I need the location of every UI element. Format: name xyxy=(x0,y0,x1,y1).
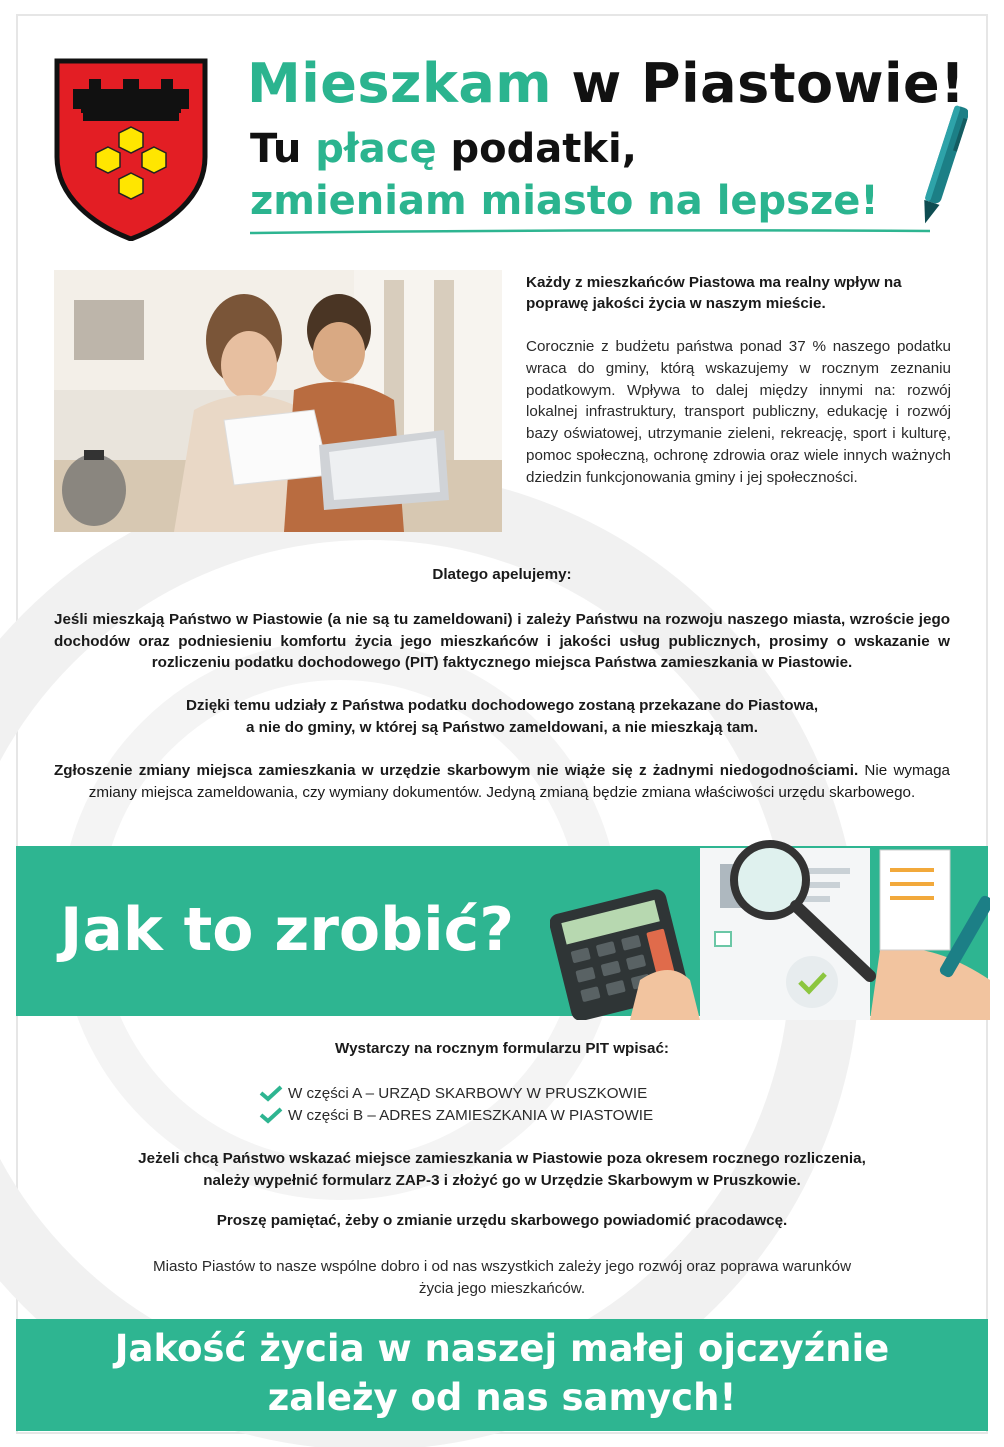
closing-note-line-1: Miasto Piastów to nasze wspólne dobro i od nas wszystkich zależy jego rozwój oraz poprawa warunków xyxy=(152,1258,852,1275)
subtitle-part-c: podatki, xyxy=(436,126,637,172)
subtitle-line-2: zmieniam miasto na lepsze! xyxy=(250,178,879,224)
checklist-item xyxy=(258,1104,653,1126)
crest-icon xyxy=(53,57,209,241)
checklist-item-label: W części A – URZĄD SKARBOWY W PRUSZKOWIE xyxy=(288,1084,648,1102)
footer-slogan xyxy=(16,1324,988,1422)
intro-body: Corocznie z budżetu państwa ponad 37 % naszego podatku wraca do gminy, którą wskazujemy w rocznym zeznaniu podatkowym. Wpływa to dalej między innymi na: rozwój lokalnej infrastruktury, transport publiczny, edukację i rozwój bazy oświatowej, utrzymanie zieleni, rekreację, sport i kulturę, pomoc społeczną, ochronę zdrowia oraz wiele innych ważnych dziedzin funkcjonowania gminy i jej społeczności. xyxy=(526,338,951,486)
couple-photo xyxy=(54,270,502,532)
title-rest: w Piastowie! xyxy=(552,52,966,115)
appeal-paragraph-3-bold: Zgłoszenie zmiany miejsca zamieszkania w urzędzie skarbowym nie wiąże się z żadnymi niedogodnościami. xyxy=(54,762,859,779)
page-title xyxy=(247,52,965,115)
appeal-heading: Dlatego apelujemy: xyxy=(432,566,572,583)
appeal-paragraph-3-rest: Nie wymaga zmiany miejsca zameldowania, czy wymiany dokumentów. Jedyną zmianą będzie zmiana właściwości urzędu skarbowego. xyxy=(88,762,950,801)
appeal-paragraph-1: Jeśli mieszkają Państwo w Piastowie (a nie są tu zameldowani) i zależy Państwu na rozwoju naszego miasta, wzroście jego dochodów oraz podniesieniu komfortu życia jego mieszkańców i jakości usług publicznych, prosimy o wskazanie w rozliczeniu podatku dochodowego (PIT) faktycznego miejsca Państwa zamieszkania w Piastowie. xyxy=(54,611,950,672)
closing-note xyxy=(54,1256,950,1300)
subtitle-part-highlight: płacę xyxy=(315,126,437,172)
footer-slogan-line-2: zależy od nas samych! xyxy=(267,1376,737,1419)
appeal-paragraph-2-line-1: Dzięki temu udziały z Państwa podatku dochodowego zostaną przekazane do Piastowa, xyxy=(185,697,819,714)
check-icon xyxy=(258,1084,284,1102)
title-word-highlight: Mieszkam xyxy=(247,52,553,115)
checklist-item-label: W części B – ADRES ZAMIESZKANIA W PIASTOWIE xyxy=(288,1106,654,1124)
intro-lead: Każdy z mieszkańców Piastowa ma realny wpływ na poprawę jakości życia w naszym mieście. xyxy=(526,274,902,312)
howto-title: Jak to zrobić? xyxy=(60,895,515,965)
appeal-paragraph-2-line-2: a nie do gminy, w której są Państwo zameldowani, a nie mieszkają tam. xyxy=(245,718,759,736)
subtitle-line-1 xyxy=(250,126,637,172)
appeal-paragraph-2 xyxy=(54,695,950,738)
footer-slogan-line-1: Jakość życia w naszej małej ojczyźnie xyxy=(114,1327,890,1370)
checklist-item xyxy=(258,1082,653,1104)
howto-checklist xyxy=(258,1082,653,1126)
appeal-paragraph-3 xyxy=(54,760,950,803)
subtitle-part-a: Tu xyxy=(250,126,316,172)
pen-icon xyxy=(918,100,968,230)
zap3-note xyxy=(54,1148,950,1192)
closing-note-line-2: życia jego mieszkańców. xyxy=(418,1280,586,1297)
title-underline xyxy=(250,227,930,237)
zap3-note-line-1: Jeżeli chcą Państwo wskazać miejsce zamieszkania w Piastowie poza okresem rocznego rozliczenia, xyxy=(138,1150,866,1167)
employer-reminder: Proszę pamiętać, żeby o zmianie urzędu skarbowego powiadomić pracodawcę. xyxy=(216,1212,788,1229)
zap3-note-line-2: należy wypełnić formularz ZAP-3 i złożyć go w Urzędzie Skarbowym w Pruszkowie. xyxy=(203,1172,801,1189)
check-icon xyxy=(258,1106,284,1124)
howto-heading: Wystarczy na rocznym formularzu PIT wpisać: xyxy=(335,1040,669,1057)
tax-illustration xyxy=(550,840,990,1020)
